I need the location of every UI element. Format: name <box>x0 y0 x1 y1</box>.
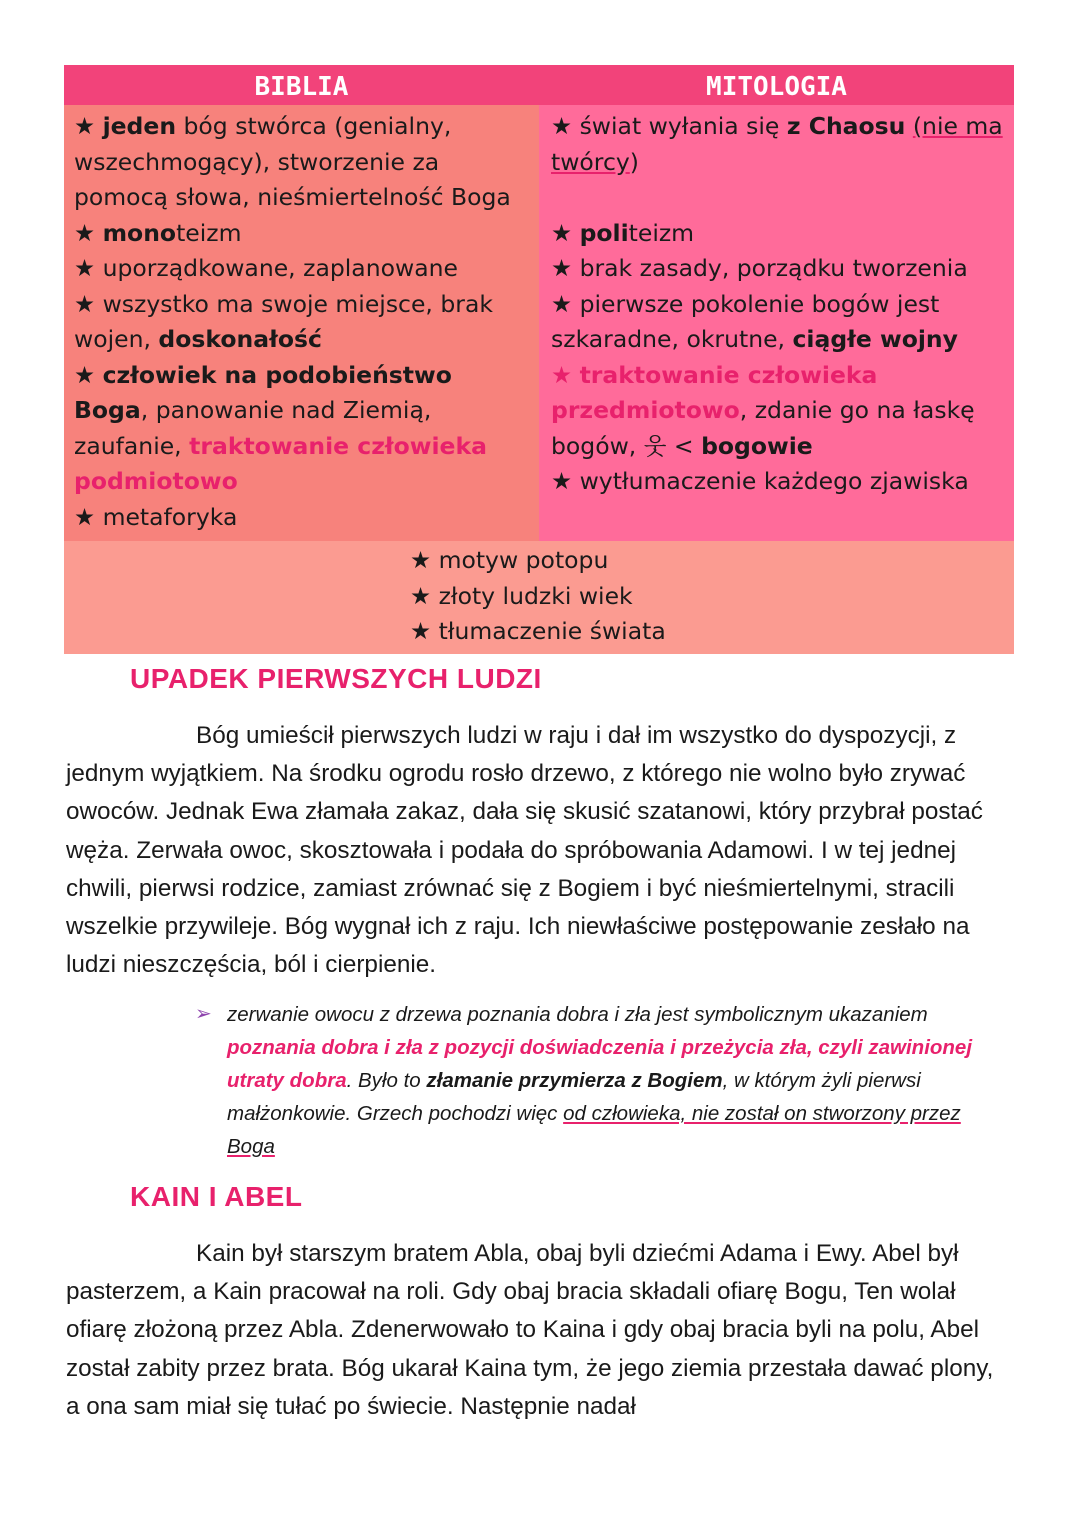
table-header <box>64 65 1014 105</box>
mitologia-point: ★ brak zasady, porządku tworzenia <box>551 254 968 282</box>
mitologia-column <box>539 105 1014 541</box>
note-bullet: ➢ zerwanie owocu z drzewa poznania dobra i zła jest symbolicznym ukazaniem poznania dobra i zła z pozycji doświadczenia i przeżycia zła, czyli zawinionej utraty dobra. Było to złamanie przymierza z Bogiem, w którym żyli pierwsi małżonkowie. Grzech pochodzi więc od człowieka, nie został on stworzony przez Boga <box>195 998 995 1163</box>
common-points <box>64 541 1014 654</box>
section-text-upadek: Bóg umieścił pierwszych ludzi w raju i dał im wszystko do dyspozycji, z jednym wyjątkiem. Na środku ogrodu rosło drzewo, z którego nie wolno było zrywać owoców. Jednak Ewa złamała zakaz, dała się skusić szatanowi, który przybrał postać węża. Zerwała owoc, skosztowała i podała do spróbowania Adamowi. I w tej jednej chwili, pierwsi rodzice, zamiast zrównać się z Bogiem i być nieśmiertelnymi, stracili wszelkie przywileje. Bóg wygnał ich z raju. Ich niewłaściwe postępowanie zesłało na ludzi nieszczęścia, ból i cierpienie. <box>66 722 983 979</box>
star-icon: ★ <box>74 112 96 140</box>
star-icon: ★ <box>410 581 432 610</box>
section-text-kain: Kain był starszym bratem Abla, obaj byli dziećmi Adama i Ewy. Abel był pasterzem, a Kain pracował na roli. Gdy obaj bracia składali ofiarę Bogu, Ten wolał ofiarę złożoną przez Abla. Zdenerwowało to Kaina i gdy obaj bracia byli na polu, Abel został zabity przez brata. Bóg ukarał Kaina tym, że jego ziemia przestała dawać plony, a ona sam miał się tułać po świecie. Następnie nadał <box>66 1240 994 1420</box>
arrow-bullet-icon: ➢ <box>195 1003 212 1025</box>
star-icon: ★ <box>74 218 96 247</box>
star-icon: ★ <box>551 218 573 247</box>
star-icon: ★ <box>410 617 432 645</box>
star-icon: ★ <box>551 289 573 318</box>
star-icon: ★ <box>410 546 432 574</box>
star-icon: ★ <box>551 254 573 282</box>
star-icon: ★ <box>74 289 96 318</box>
biblia-point: ★ metaforyka <box>74 502 238 531</box>
section-title-kain: KAIN I ABEL <box>130 1181 303 1212</box>
star-icon: ★ <box>551 360 573 389</box>
human-icon: 웃 <box>643 431 667 460</box>
biblia-point: ★ monoteizm <box>74 218 242 247</box>
mitologia-point: ★ wytłumaczenie każdego zjawiska <box>551 467 969 495</box>
header-biblia: BIBLIA <box>254 72 349 102</box>
biblia-point: ★ człowiek na podobieństwo Boga, panowanie nad Ziemią, zaufanie, traktowanie człowieka podmiotowo <box>74 360 487 495</box>
mitologia-point: ★ politeizm <box>551 218 695 247</box>
star-icon: ★ <box>74 254 96 282</box>
common-point: ★ tłumaczenie świata <box>410 617 666 645</box>
section-title-upadek: UPADEK PIERWSZYCH LUDZI <box>130 663 542 694</box>
biblia-point: ★ wszystko ma swoje miejsce, brak wojen, doskonałość <box>74 289 493 353</box>
star-icon: ★ <box>551 112 573 140</box>
header-mitologia: MITOLOGIA <box>706 72 847 102</box>
biblia-point: ★ uporządkowane, zaplanowane <box>74 254 458 282</box>
biblia-column <box>64 105 539 541</box>
common-point: ★ motyw potopu <box>410 546 609 574</box>
star-icon: ★ <box>74 502 96 531</box>
mitologia-point: ★ traktowanie człowieka przedmiotowo, zdanie go na łaskę bogów, 웃 < bogowie <box>551 360 975 460</box>
comparison-table <box>64 65 1014 654</box>
star-icon: ★ <box>551 467 573 495</box>
mitologia-point: ★ świat wyłania się z Chaosu (nie ma twórcy) <box>551 112 1003 176</box>
mitologia-point: ★ pierwsze pokolenie bogów jest szkaradne, okrutne, ciągłe wojny <box>551 289 958 353</box>
biblia-point: ★ jeden bóg stwórca (genialny, wszechmogący), stworzenie za pomocą słowa, nieśmiertelność Boga <box>74 112 511 211</box>
common-point: ★ złoty ludzki wiek <box>410 581 633 610</box>
star-icon: ★ <box>74 360 96 389</box>
